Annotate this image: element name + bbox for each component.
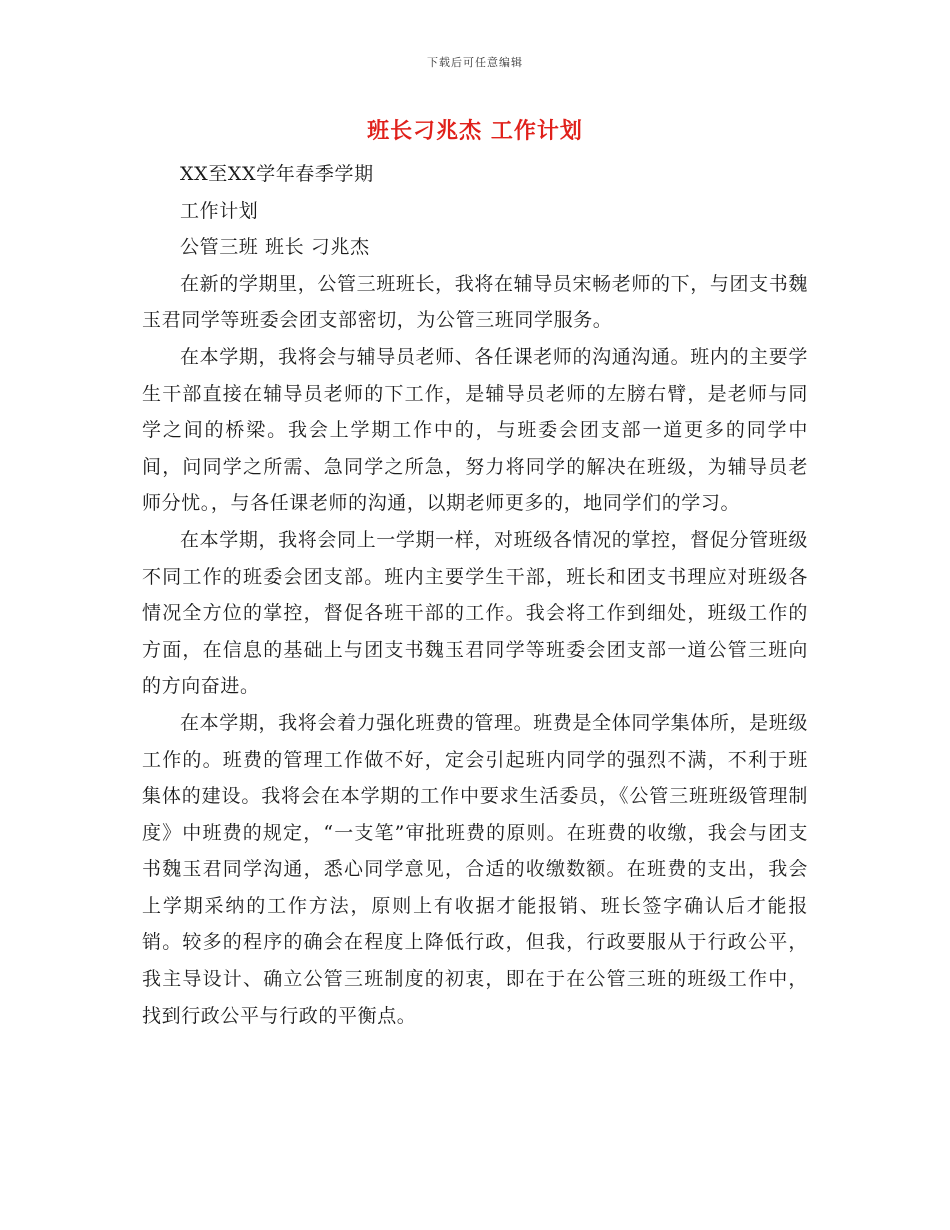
paragraph-class-fund: 在本学期，我将会着力强化班费的管理。班费是全体同学集体所，是班级工作的。班费的管理工作做不好，定会引起班内同学的强烈不满，不利于班集体的建设。我将会在本学期的工作中要求生活委员，《公管三班班级管理制度》中班费的规定，“一支笔”审批班费的原则。在班费的收缴，我会与团支书魏玉君同学沟通，悉心同学意见，合适的收缴数额。在班费的支出，我会上学期采纳的工作方法，原则上有收据才能报销、班长签字确认后才能报销。较多的程序的确会在程度上降低行政，但我，行政要服从于行政公平，我主导设计、确立公管三班制度的初衷，即在于在公管三班的班级工作中，找到行政公平与行政的平衡点。 — [142, 711, 808, 1027]
paragraph-communication: 在本学期，我将会与辅导员老师、各任课老师的沟通沟通。班内的主要学生干部直接在辅导员老师的下工作，是辅导员老师的左膀右臂，是老师与同学之间的桥梁。我会上学期工作中的，与班委会团支部一道更多的同学中间，问同学之所需、急同学之所急，努力将同学的解决在班级，为辅导员老师分忧。，与各任课老师的沟通，以期老师更多的，地同学们的学习。 — [142, 345, 808, 515]
meta-line-term: XX至XX学年春季学期 — [180, 163, 374, 185]
meta-line-plan: 工作计划 — [180, 199, 259, 222]
header-note: 下载后可任意编辑 — [427, 56, 523, 69]
paragraph-intro: 在新的学期里，公管三班班长，我将在辅导员宋畅老师的下，与团支书魏玉君同学等班委会团支部密切，为公管三班同学服务。 — [142, 272, 808, 332]
document-title: 班长刁兆杰 工作计划 — [367, 119, 583, 144]
meta-line-author: 公管三班 班长 刁兆杰 — [180, 236, 370, 259]
document-body — [142, 156, 808, 1034]
paragraph-supervision: 在本学期，我将会同上一学期一样，对班级各情况的掌控，督促分管班级不同工作的班委会团支部。班内主要学生干部，班长和团支书理应对班级各情况全方位的掌控，督促各班干部的工作。我会将工作到细处，班级工作的方面，在信息的基础上与团支书魏玉君同学等班委会团支部一道公管三班向的方向奋进。 — [142, 528, 808, 698]
